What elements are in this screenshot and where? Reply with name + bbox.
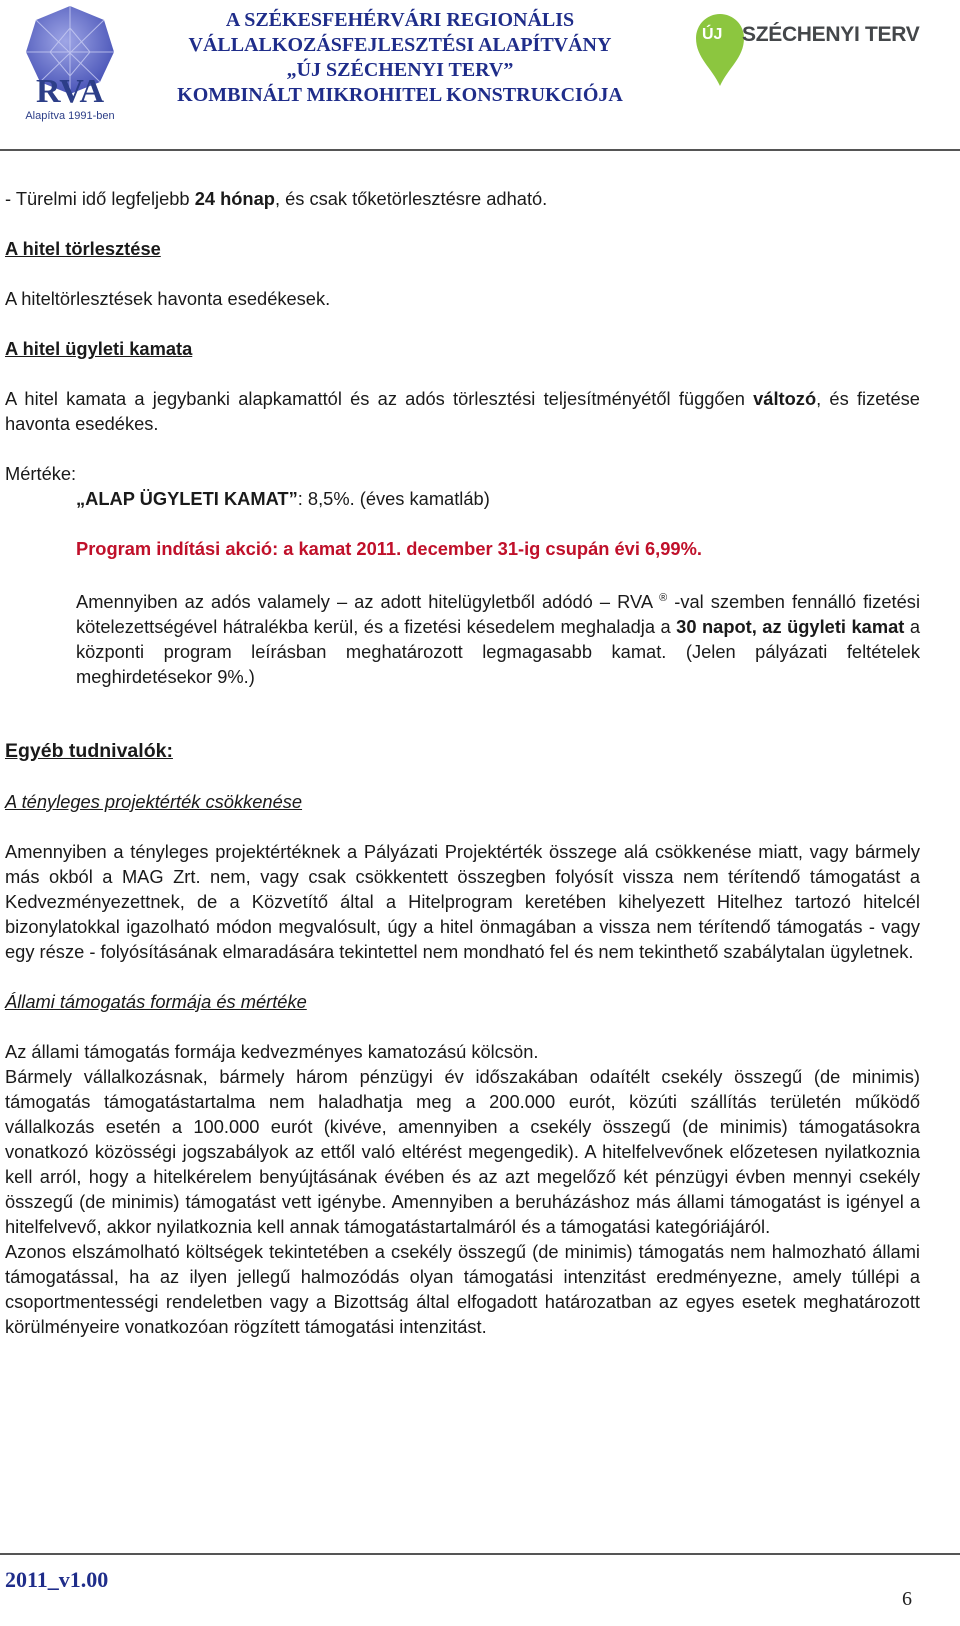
section-title-repayment: A hitel törlesztése [5, 238, 161, 259]
logo-tagline: Alapítva 1991-ben [25, 110, 115, 122]
header-divider [0, 149, 960, 151]
state-aid-text-2: Bármely vállalkozásnak, bármely három pénzügyi év időszakában odaítélt csekély összegű (de minimis) támogatás támogatástartalma nem haladhatja meg a 200.000 eurót, közúti szállítás területén működő vállalkozás esetén a 100.000 eurót (kivéve, amennyiben a csekély összegű (de minimis) támogatásokra vonatkozó közösségi jogszabályok az ettől való eltérést megengedik). A hitelfelvevőnek előzetesen nyilatkoznia kell arról, hogy a hitelkérelem benyújtásának évében és az azt megelőző két pénzügyi évben mennyi csekély összegű (de minimis) támogatást vett igénybe. Amennyiben a beruházáshoz más állami támogatást is igényel a hitelfelvevő, akkor nyilatkoznia kell annak támogatástartalmáról és a támogatási kategóriájáról. [5, 1066, 920, 1238]
rate-value: „ALAP ÜGYLETI KAMAT”: 8,5%. (éves kamatláb) [76, 488, 490, 509]
szt-badge: ÚJ [702, 26, 723, 43]
penalty-text: Amennyiben az adós valamely – az adott hitelügyletből adódó – RVA ® -val szemben fennálló fizetési kötelezettségével hátralékba kerül, és a fizetési késedelem meghaladja a 30 napot, az ügyleti kamat a központi program leírásban meghatározott legmagasabb kamat. (Jelen pályázati feltételek meghirdetésekor 9%.) [76, 591, 921, 688]
svg-text:RVA: RVA [35, 73, 105, 110]
title-line-4: KOMBINÁLT MIKROHITEL KONSTRUKCIÓJA [177, 84, 623, 106]
page-header [0, 0, 960, 150]
section-title-other: Egyéb tudnivalók: [5, 740, 173, 763]
grace-period: - Türelmi idő legfeljebb 24 hónap, és csak tőketörlesztésre adható. [5, 188, 548, 209]
state-aid-text-3: Azonos elszámolható költségek tekintetében a csekély összegű (de minimis) támogatás nem halmozható állami támogatással, ha az ilyen jellegű halmozódás olyan támogatási intenzitást eredményezne, amely túllépi a csoportmentességi rendeletben vagy a Bizottság által elfogadott határozatban az egyes esetek meghatározott körülményeire vonatkozóan rögzített támogatási intenzitást. [5, 1241, 920, 1338]
repayment-text: A hiteltörlesztések havonta esedékesek. [5, 288, 331, 309]
document-body [5, 186, 920, 1339]
rva-logo [20, 2, 120, 124]
szechenyi-terv-logo [692, 10, 942, 90]
title-line-1: A SZÉKESFEHÉRVÁRI REGIONÁLIS [225, 9, 575, 31]
header-title [140, 8, 660, 108]
szt-name: SZÉCHENYI TERV [742, 23, 920, 46]
interest-text: A hitel kamata a jegybanki alapkamattól és az adós törlesztési teljesítményétől függően változó, és fizetése havonta esedékes. [5, 388, 920, 434]
section-title-interest: A hitel ügyleti kamata [5, 338, 193, 359]
state-aid-text-1: Az állami támogatás formája kedvezményes kamatozású kölcsön. [5, 1041, 539, 1063]
title-line-2: VÁLLALKOZÁSFEJLESZTÉSI ALAPÍTVÁNY [188, 34, 612, 56]
section-title-state-aid: Állami támogatás formája és mértéke [5, 991, 307, 1013]
rate-label: Mértéke: [5, 463, 77, 484]
project-text: Amennyiben a tényleges projektértéknek a Pályázati Projektérték összege alá csökkenése miatt, vagy bármely más okból a MAG Zrt. nem, vagy csak csökkentett összegben folyósít vissza nem térítendő támogatást a Kedvezményezettnek, de a Közvetítő által a Hitelprogram keretében kihelyezett Hitelhez tartozó hitelcél bizonylatokkal igazolható módon megvalósult, úgy a hitel önmagában a vissza nem térítendő támogatás - vagy egy része - folyósításának elmaradására tekintettel nem mondható fel és nem tekinthető szabálytalan ügyletnek. [5, 841, 920, 963]
section-title-project: A tényleges projektérték csökkenése [5, 791, 303, 813]
footer-version: 2011_v1.00 [5, 1567, 109, 1592]
footer-divider [0, 1553, 960, 1555]
page-number: 6 [902, 1588, 912, 1610]
promo-text: Program indítási akció: a kamat 2011. december 31-ig csupán évi 6,99%. [76, 538, 702, 559]
title-line-3: „ÚJ SZÉCHENYI TERV” [286, 59, 514, 81]
